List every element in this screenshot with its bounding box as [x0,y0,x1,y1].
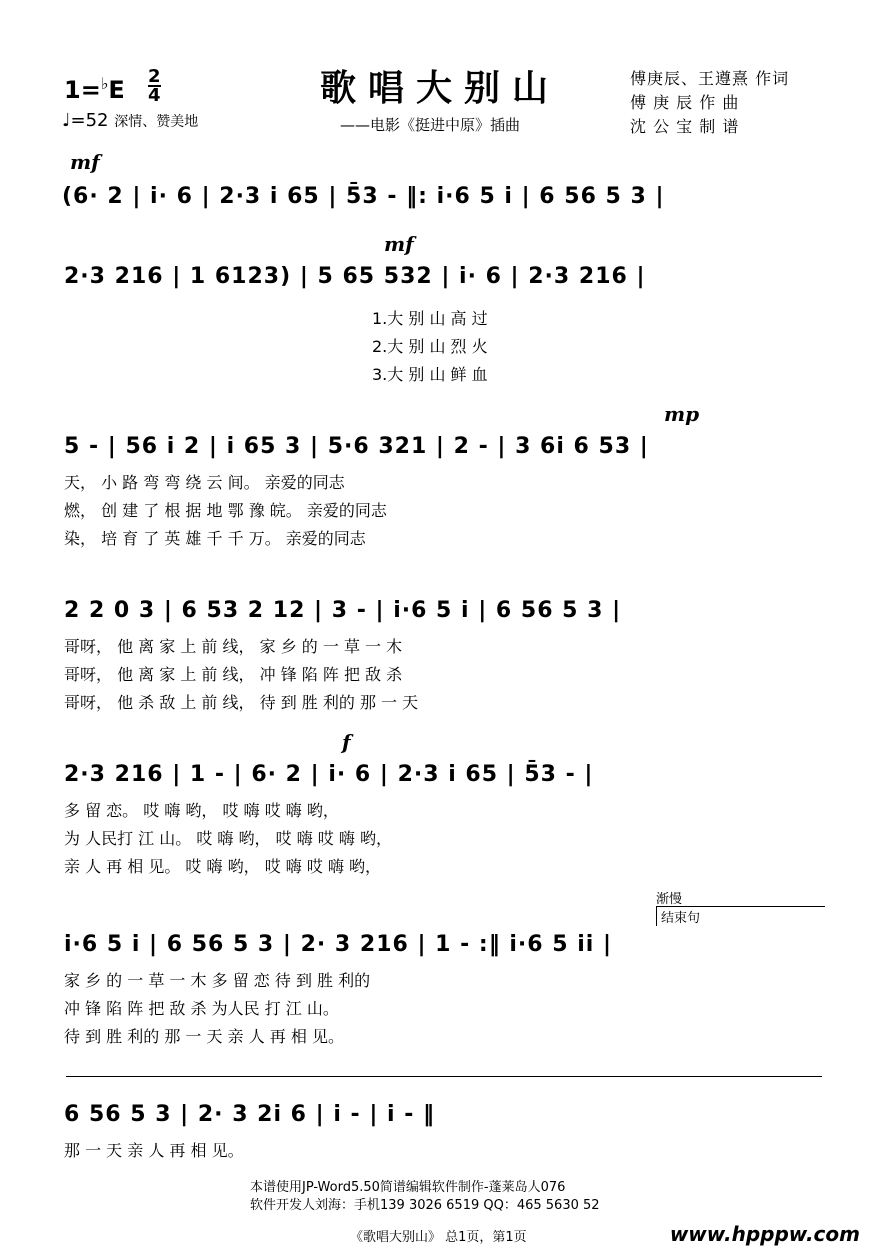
credit-composer: 傅 庚 辰 作 曲 [630,93,740,112]
key-signature: 1=♭E [64,74,125,104]
ending-bracket: 结束句 [656,906,825,926]
notation-row-3: 5 - | 56 i 2 | i 65 3 | 5·6 321 | 2 - | 3 6i 6 53 | [64,434,649,459]
lyric-line: 燃， 创 建 了 根 据 地 鄂 豫 皖。 亲爱的同志 [64,501,387,520]
dynamic-f: f [342,730,351,754]
lyric-line: 3.大 别 山 鲜 血 [372,365,488,384]
footer-page: 《歌唱大别山》 总1页，第1页 [350,1230,527,1245]
footer-software: 本谱使用JP-Word5.50简谱编辑软件制作-蓬莱岛人076 [250,1180,566,1195]
lyric-line: 亲 人 再 相 见。 哎 嗨 哟， 哎 嗨 哎 嗨 哟， [64,857,382,876]
lyric-line: 2.大 别 山 烈 火 [372,337,488,356]
lyric-line: 家 乡 的 一 草 一 木 多 留 恋 待 到 胜 利的 [64,971,371,990]
notation-row-4: 2 2 0 3 | 6 53 2 12 | 3 - | i·6 5 i | 6 56 5 3 | [64,598,622,623]
site-watermark[interactable]: www.hpppw.com [669,1222,860,1246]
page-title: 歌唱大别山 [320,67,561,109]
dynamic-mf: mf [384,232,414,256]
notation-row-6: i·6 5 i | 6 56 5 3 | 2· 3 216 | 1 - :‖ i·6 5 ii | [64,932,612,957]
lyric-line: 多 留 恋。 哎 嗨 哟， 哎 嗨 哎 嗨 哟， [64,801,339,820]
lyric-line: 为 人民打 江 山。 哎 嗨 哟， 哎 嗨 哎 嗨 哟， [64,829,392,848]
lyric-line: 哥呀， 他 离 家 上 前 线， 冲 锋 陷 阵 把 敌 杀 [64,665,403,684]
dynamic-mp: mp [664,402,700,426]
subtitle: ——电影《挺进中原》插曲 [340,116,521,134]
lyric-line: 哥呀， 他 杀 敌 上 前 线， 待 到 胜 利的 那 一 天 [64,693,419,712]
lyric-line: 天， 小 路 弯 弯 绕 云 间。 亲爱的同志 [64,473,345,492]
dynamic-mf: mf [70,150,100,174]
notation-row-1: (6· 2 | i· 6 | 2·3 i 65 | 5̄3 - ‖: i·6 5 i | 6 56 5 3 | [62,184,665,209]
notation-row-7: 6 56 5 3 | 2· 3 2i 6 | i - | i - ‖ [64,1102,436,1127]
ritardando-marking: 渐慢 [656,892,683,907]
lyric-line: 待 到 胜 利的 那 一 天 亲 人 再 相 见。 [64,1027,344,1046]
tempo-marking: ♩=52 深情、赞美地 [62,110,199,131]
ending-bracket-line [66,1076,822,1077]
lyric-line: 那 一 天 亲 人 再 相 见。 [64,1141,244,1160]
credit-lyrics: 傅庚辰、王遵熹 作词 [630,69,790,88]
lyric-line: 1.大 别 山 高 过 [372,309,488,328]
notation-row-2: 2·3 216 | 1 6123) | 5 65 532 | i· 6 | 2·3 216 | [64,264,646,289]
lyric-line: 哥呀， 他 离 家 上 前 线， 家 乡 的 一 草 一 木 [64,637,403,656]
quarter-note-icon: ♩ [62,110,71,131]
time-signature: 2 4 [148,66,161,106]
footer-developer: 软件开发人刘海：手机139 3026 6519 QQ：465 5630 52 [250,1198,600,1213]
credit-arranger: 沈 公 宝 制 谱 [630,117,740,136]
lyric-line: 染， 培 育 了 英 雄 千 千 万。 亲爱的同志 [64,529,366,548]
lyric-line: 冲 锋 陷 阵 把 敌 杀 为人民 打 江 山。 [64,999,339,1018]
notation-row-5: 2·3 216 | 1 - | 6· 2 | i· 6 | 2·3 i 65 | 5̄3 - | [64,762,594,787]
